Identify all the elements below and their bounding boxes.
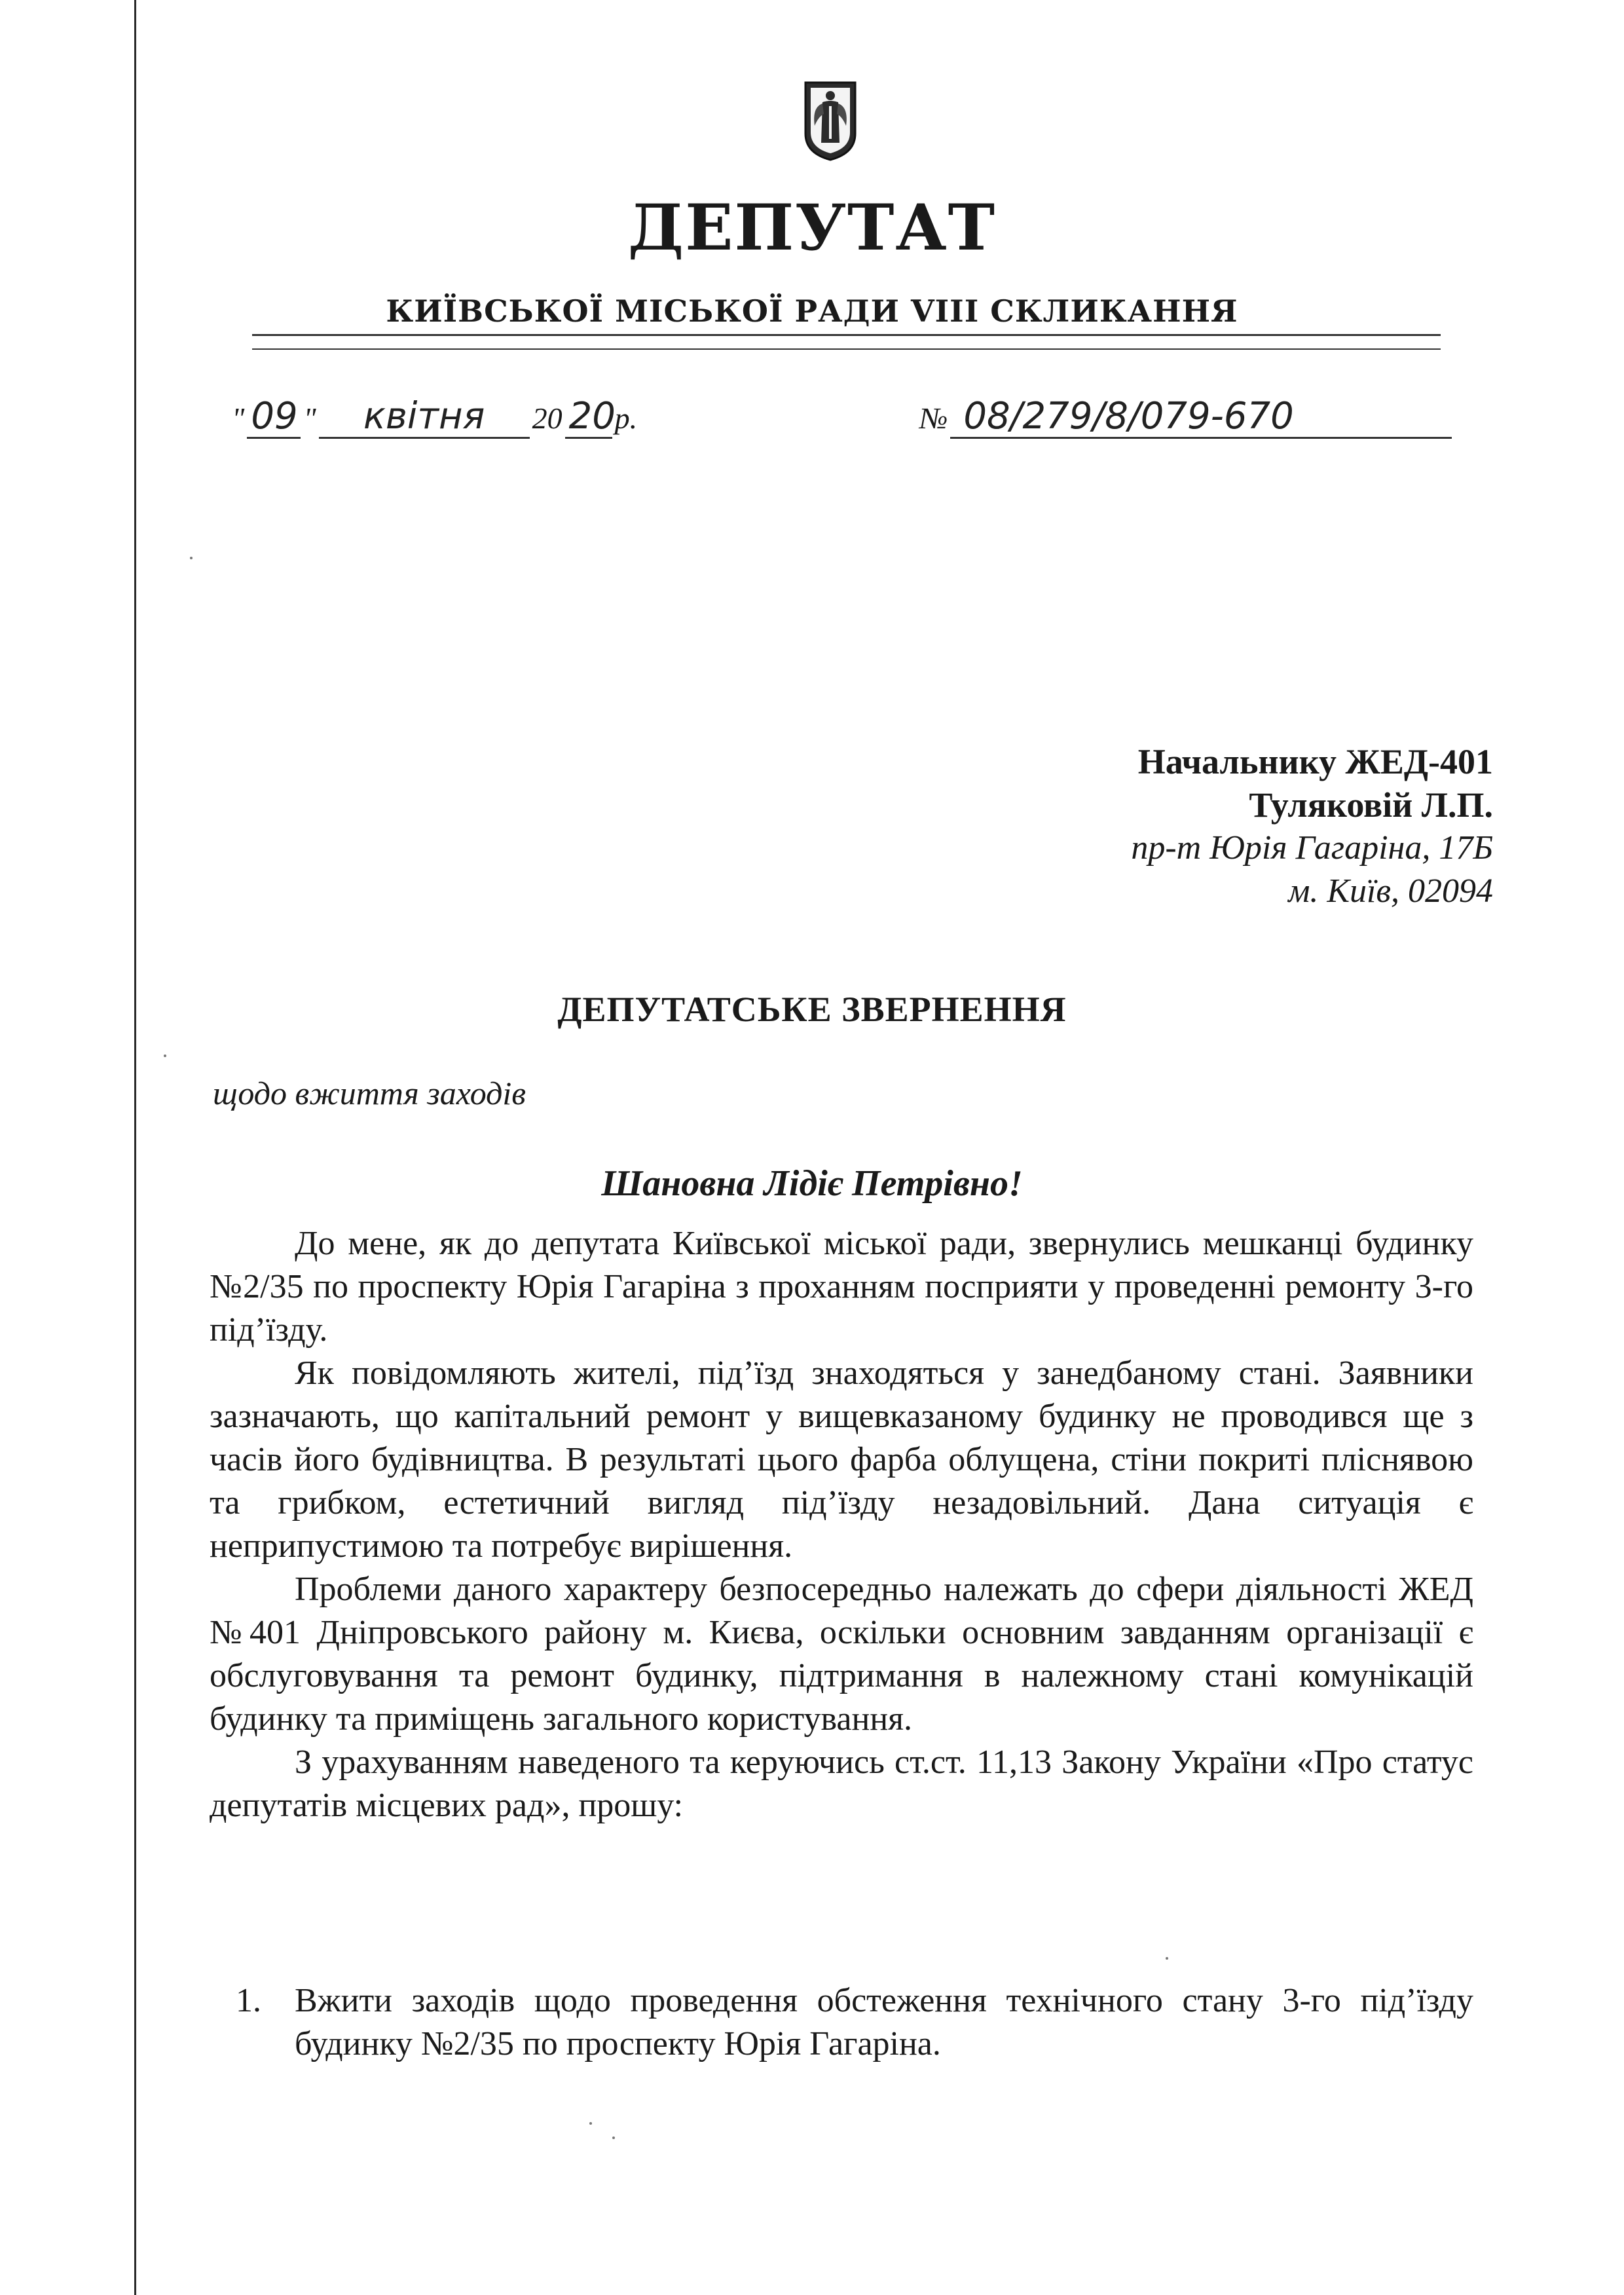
date-century: 20 xyxy=(532,401,563,435)
addressee-street: пр-т Юрія Гагаріна, 17Б xyxy=(1131,829,1493,867)
request-list xyxy=(210,1979,1473,2066)
addressee-city: м. Київ, 02094 xyxy=(1288,872,1493,910)
body-paragraph: Проблеми даного характеру безпосередньо належать до сфери діяльності ЖЕД №401 Дніпровського району м. Києва, оскільки основним завданням організації є обслуговування та ремонт будинку, підтримання в належному стані комунікацій будинку та приміщень загального користування. xyxy=(210,1571,1473,1738)
request-text: Вжити заходів щодо проведення обстеження технічного стану 3-го під’їзду будинку №2/35 по проспекту Юрія Гагаріна. xyxy=(295,1982,1473,2062)
header-subtitle: КИЇВСЬКОЇ МІСЬКОЇ РАДИ VIII СКЛИКАННЯ xyxy=(386,293,1238,329)
document-subject: щодо вжиття заходів xyxy=(213,1075,526,1111)
body-paragraph: До мене, як до депутата Київської міської ради, звернулись мешканці будинку №2/35 по проспекту Юрія Гагаріна з проханням посприяти у проведенні ремонту 3-го під’їзду. xyxy=(210,1225,1473,1349)
request-item xyxy=(210,1979,1473,2066)
header-rule-top xyxy=(252,334,1441,336)
body-paragraph: З урахуванням наведеного та керуючись ст.ст. 11,13 Закону України «Про статус депутатів місцевих рад», прошу: xyxy=(210,1744,1473,1824)
date-suffix: р. xyxy=(614,401,638,435)
registration-number: 08/279/8/079-670 xyxy=(950,396,1452,439)
addressee-block xyxy=(1131,740,1493,913)
scan-edge-line xyxy=(134,0,136,2295)
date-open-quote: " xyxy=(232,401,245,435)
scan-speck xyxy=(190,557,193,559)
date-month: квітня xyxy=(319,396,530,439)
scan-speck xyxy=(1166,1957,1168,1960)
kyiv-coat-of-arms-icon xyxy=(803,80,858,162)
document-title: ДЕПУТАТСЬКЕ ЗВЕРНЕННЯ xyxy=(557,990,1067,1029)
addressee-position: Начальнику ЖЕД-401 xyxy=(1137,742,1493,781)
date-close-quote: " xyxy=(303,401,316,435)
registration-prefix: № xyxy=(919,401,948,435)
date-day: 09 xyxy=(247,396,301,439)
body-paragraph: Як повідомляють жителі, під’їзд знаходяться у занедбаному стані. Заявники зазначають, що капітальний ремонт у вищевказаному будинку не проводився ще з часів його будівництва. В результаті цього фарба облущена, стіни покриті пліснявою та грибком, естетичний вигляд під’їзду незадовільний. Дана ситуація є неприпустимою та потребує вирішення. xyxy=(210,1354,1473,1565)
registration-line xyxy=(917,396,1452,439)
scan-speck xyxy=(164,1054,166,1057)
scan-speck xyxy=(589,2122,592,2125)
header-rule-bottom xyxy=(252,348,1441,350)
addressee-name: Туляковій Л.П. xyxy=(1249,785,1493,825)
request-number: 1. xyxy=(236,1982,261,2019)
salutation: Шановна Лідіє Петрівно! xyxy=(601,1163,1023,1204)
date-year: 20 xyxy=(565,396,612,439)
date-line xyxy=(229,396,640,439)
body-text xyxy=(210,1222,1473,1827)
scan-speck xyxy=(612,2136,615,2139)
header-title: ДЕПУТАТ xyxy=(627,191,997,265)
